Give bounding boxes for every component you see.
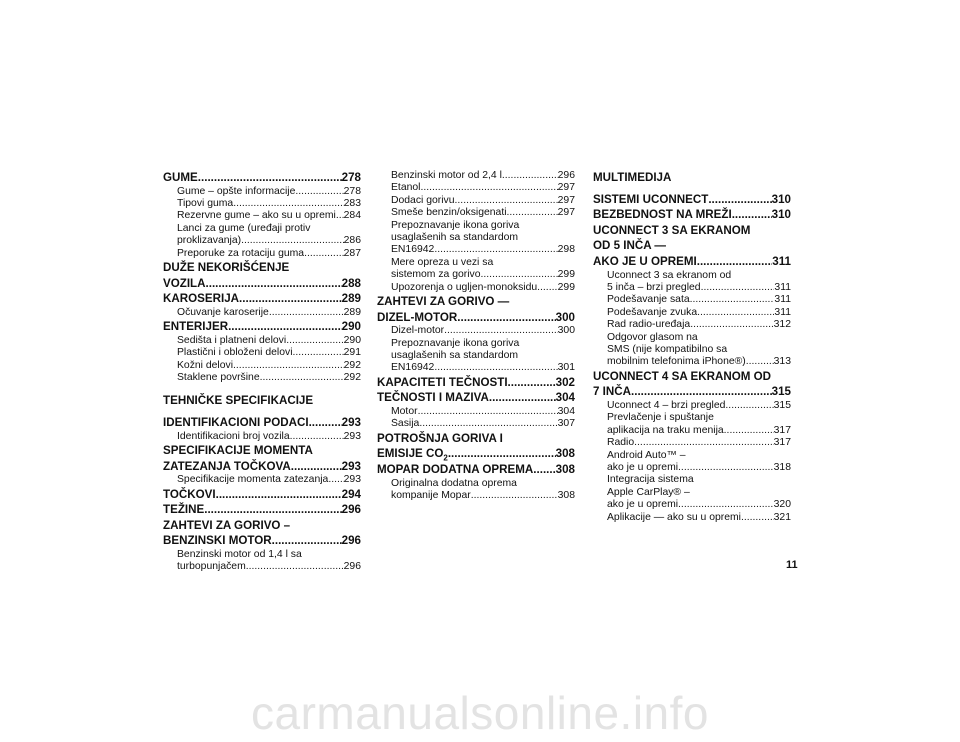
toc-subentry[interactable]: Tipovi guma ..... 283 (163, 198, 361, 210)
toc-subentry-line: Lanci za gume (uređaji protiv (177, 222, 311, 234)
toc-entry[interactable]: TOČKOVI ..... 294 (163, 487, 361, 503)
toc-entry[interactable]: GUME ..... 278 (163, 170, 361, 186)
toc-subentry[interactable]: Radio ..... 317 (593, 437, 791, 449)
toc-column-2 (377, 170, 575, 502)
toc-entry[interactable]: VOZILA ..... 288 (163, 276, 361, 292)
toc-subentry[interactable]: Specifikacije momenta zatezanja ..... 293 (163, 474, 361, 486)
toc-entry[interactable]: KAPACITETI TEČNOSTI ..... 302 (377, 375, 575, 391)
toc-entry[interactable]: AKO JE U OPREMI ..... 311 (593, 254, 791, 270)
toc-subentry[interactable]: Upozorenja o ugljen-monoksidu ..... 299 (377, 282, 575, 294)
toc-subentry[interactable]: Etanol ..... 297 (377, 182, 575, 194)
toc-subentry[interactable]: Benzinski motor od 2,4 l ..... 296 (377, 170, 575, 182)
toc-column-1 (163, 170, 361, 574)
toc-subentry[interactable]: Sedišta i platneni delovi ..... 290 (163, 335, 361, 347)
toc-entry-line: ZAHTEVI ZA GORIVO — (377, 295, 510, 309)
toc-entry[interactable]: MOPAR DODATNA OPREMA ..... 308 (377, 462, 575, 478)
toc-entry[interactable]: IDENTIFIKACIONI PODACI ..... 293 (163, 415, 361, 431)
toc-subentry[interactable]: Dodaci gorivu ..... 297 (377, 195, 575, 207)
toc-subentry-line: Integracija sistema (607, 474, 694, 486)
page-number: 11 (786, 559, 798, 571)
toc-subentry[interactable]: ako je u opremi ..... 318 (593, 462, 791, 474)
toc-entry-line: SPECIFIKACIJE MOMENTA (163, 444, 313, 458)
toc-entry-line: OD 5 INČA — (593, 239, 667, 253)
toc-entry[interactable]: ENTERIJER ..... 290 (163, 319, 361, 335)
toc-subentry[interactable]: Gume – opšte informacije ..... 278 (163, 186, 361, 198)
toc-entry[interactable]: SISTEMI UCONNECT ..... 310 (593, 192, 791, 208)
toc-subentry[interactable]: turbopunjačem ..... 296 (163, 561, 361, 573)
toc-subentry[interactable]: Kožni delovi ..... 292 (163, 360, 361, 372)
toc-entry[interactable]: ZATEZANJA TOČKOVA ..... 293 (163, 459, 361, 475)
toc-subentry[interactable]: Očuvanje karoserije ..... 289 (163, 307, 361, 319)
toc-subentry-line: SMS (nije kompatibilno sa (607, 344, 728, 355)
toc-subentry[interactable]: Plastični i obloženi delovi ..... 291 (163, 347, 361, 359)
toc-subentry[interactable]: proklizavanja) ..... 286 (163, 235, 361, 247)
watermark: carmanualsonline.info (251, 687, 709, 739)
toc-subentry[interactable]: Dizel-motor ..... 300 (377, 325, 575, 337)
toc-entry[interactable]: 7 INČA ..... 315 (593, 384, 791, 400)
toc-subentry[interactable]: Staklene površine ..... 292 (163, 372, 361, 384)
toc-subentry-line: Uconnect 3 sa ekranom od (607, 269, 732, 281)
toc-subentry[interactable]: Preporuke za rotaciju guma ..... 287 (163, 248, 361, 260)
toc-entry[interactable]: TEČNOSTI I MAZIVA ..... 304 (377, 390, 575, 406)
toc-subentry-line: Android Auto™ – (607, 449, 686, 461)
toc-column-3 (593, 170, 791, 524)
toc-entry-line: UCONNECT 4 SA EKRANOM OD (593, 369, 771, 383)
toc-entry-line: POTROŠNJA GORIVA I (377, 431, 503, 445)
section-heading: MULTIMEDIJA (593, 171, 672, 184)
toc-entry[interactable]: EMISIJE $CO_2$ ..... 308 (377, 446, 575, 462)
toc-subentry[interactable]: mobilnim telefonima iPhone®) ..... 313 (593, 356, 791, 368)
section-gap (163, 384, 361, 393)
toc-entry[interactable]: KAROSERIJA ..... 289 (163, 291, 361, 307)
toc-subentry-line: Prepoznavanje ikona goriva (391, 337, 520, 349)
toc-subentry[interactable]: 5 inča – brzi pregled ..... 311 (593, 282, 791, 294)
toc-subentry-line: usaglašenih sa standardom (391, 232, 519, 244)
toc-subentry[interactable]: kompanije Mopar ..... 308 (377, 490, 575, 502)
toc-subentry[interactable]: Podešavanje zvuka ..... 311 (593, 307, 791, 319)
toc-subentry[interactable]: EN16942 ..... 298 (377, 244, 575, 256)
toc-subentry-line: Originalna dodatna oprema (391, 477, 517, 489)
toc-subentry[interactable]: Šasija ..... 307 (377, 418, 575, 430)
toc-subentry[interactable]: aplikacija na traku menija ..... 317 (593, 425, 791, 437)
toc-subentry-line: Apple CarPlay® – (607, 486, 690, 498)
toc-entry-line: DUŽE NEKORIŠĆENJE (163, 261, 290, 275)
toc-subentry-line: Prepoznavanje ikona goriva (391, 219, 520, 231)
toc-subentry[interactable]: Podešavanje sata ..... 311 (593, 294, 791, 306)
toc-entry[interactable]: BEZBEDNOST NA MREŽI ..... 310 (593, 207, 791, 223)
toc-subentry[interactable]: Motor ..... 304 (377, 406, 575, 418)
toc-subentry[interactable]: Smeše benzin/oksigenati ..... 297 (377, 207, 575, 219)
co2-subscript: 2 (443, 453, 448, 463)
toc-entry[interactable]: DIZEL-MOTOR ..... 300 (377, 310, 575, 326)
toc-entry-line: UCONNECT 3 SA EKRANOM (593, 223, 751, 237)
toc-subentry-line: Mere opreza u vezi sa (391, 256, 494, 268)
toc-subentry-line: usaglašenih sa standardom (391, 350, 519, 362)
toc-subentry[interactable]: EN16942 ..... 301 (377, 362, 575, 374)
toc-entry[interactable]: TEŽINE ..... 296 (163, 502, 361, 518)
toc-subentry[interactable]: Rad radio-uređaja ..... 312 (593, 319, 791, 331)
toc-subentry[interactable]: sistemom za gorivo ..... 299 (377, 269, 575, 281)
toc-subentry-line: Odgovor glasom na (607, 331, 698, 343)
toc-subentry-line: Benzinski motor od 1,4 l sa (177, 549, 302, 560)
toc-subentry[interactable]: ako je u opremi ..... 320 (593, 499, 791, 511)
toc-subentry[interactable]: Aplikacije — ako su u opremi ..... 321 (593, 512, 791, 524)
toc-subentry-line: Prevlačenje i spuštanje (607, 412, 714, 424)
toc-entry[interactable]: BENZINSKI MOTOR ..... 296 (163, 533, 361, 549)
section-heading: TEHNIČKE SPECIFIKACIJE (163, 394, 314, 408)
toc-subentry[interactable]: Uconnect 4 – brzi pregled ..... 315 (593, 400, 791, 412)
toc-subentry[interactable]: Rezervne gume – ako su u opremi ..... 284 (163, 210, 361, 222)
toc-entry-line: ZAHTEVI ZA GORIVO – (163, 518, 291, 532)
co2-label: EMISIJE CO (377, 447, 444, 461)
toc-subentry[interactable]: Identifikacioni broj vozila ..... 293 (163, 431, 361, 443)
